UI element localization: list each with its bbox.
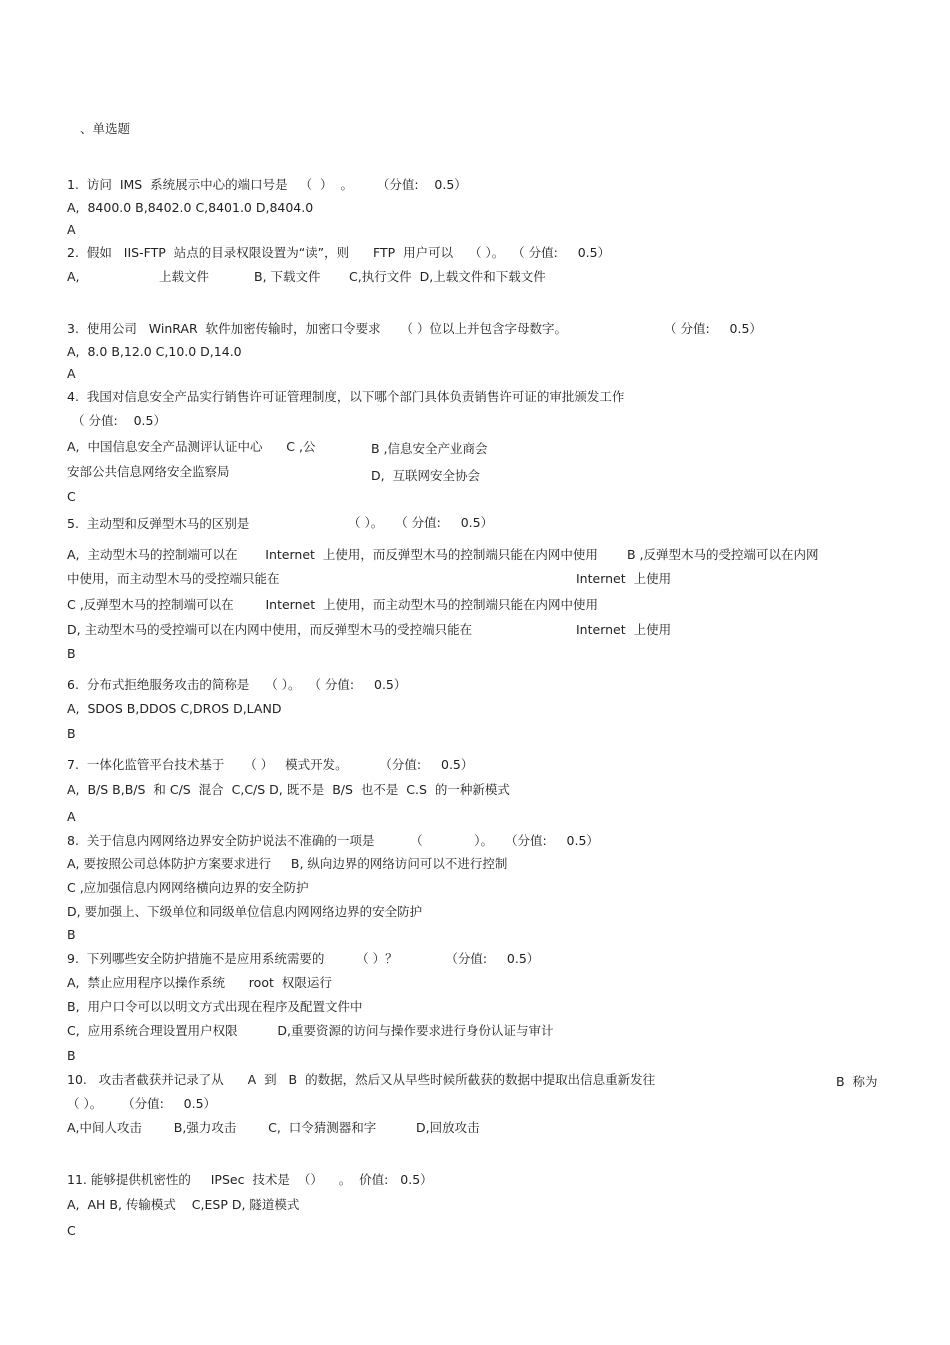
question-1: 1. 访问 IMS 系统展示中心的端口号是 （ ） 。 （分值: 0.5） bbox=[67, 177, 467, 192]
question-5: 5. 主动型和反弹型木马的区别是 bbox=[67, 516, 250, 531]
question-2-option-b: B, 下载文件 bbox=[254, 269, 321, 284]
question-8-option-ab: A, 要按照公司总体防护方案要求进行 B, 纵向边界的网络访问可以不进行控制 bbox=[67, 856, 508, 871]
question-4-option-a: A, 中国信息安全产品测评认证中心 C ,公 bbox=[67, 439, 316, 454]
question-4: 4. 我国对信息安全产品实行销售许可证管理制度，以下哪个部门具体负责销售许可证的审批颁发工作 bbox=[67, 389, 625, 404]
question-10-tail: B 称为 bbox=[836, 1074, 878, 1089]
question-8: 8. 关于信息内网网络边界安全防护说法不准确的一项是 （ ）。 （分值: 0.5） bbox=[67, 833, 599, 848]
question-1-answer: A bbox=[67, 222, 76, 237]
question-4-answer: C bbox=[67, 489, 76, 504]
question-10: 10. 攻击者截获并记录了从 A 到 B 的数据，然后又从早些时候所截获的数据中提取出信息重新发往 bbox=[67, 1072, 656, 1087]
question-5-score: （ ）。 （ 分值: 0.5） bbox=[348, 515, 494, 530]
question-5-option-a: A, 主动型木马的控制端可以在 Internet 上使用，而反弹型木马的控制端只能在内网中使用 bbox=[67, 547, 598, 562]
question-5-option-d-end: Internet 上使用 bbox=[576, 622, 672, 637]
question-5-answer: B bbox=[67, 646, 76, 661]
question-4-option-d: D, 互联网安全协会 bbox=[371, 468, 481, 483]
question-2-option-a-label: A, bbox=[67, 269, 80, 284]
question-11-answer: C bbox=[67, 1223, 76, 1238]
question-3-options: A, 8.0 B,12.0 C,10.0 D,14.0 bbox=[67, 344, 242, 359]
question-7-options: A, B/S B,B/S 和 C/S 混合 C,C/S D, 既不是 B/S 也不是 C.S 的一种新模式 bbox=[67, 782, 510, 797]
question-6-options: A, SDOS B,DDOS C,DROS D,LAND bbox=[67, 701, 282, 716]
question-5-option-b-cont: 中使用，而主动型木马的受控端只能在 bbox=[67, 571, 280, 586]
question-11: 11. 能够提供机密性的 IPSec 技术是 （） 。 价值: 0.5） bbox=[67, 1172, 433, 1187]
question-4-option-b: B ,信息安全产业商会 bbox=[371, 441, 488, 456]
question-2-option-cd: C,执行文件 D,上载文件和下载文件 bbox=[349, 269, 546, 284]
question-5-option-c: C ,反弹型木马的控制端可以在 Internet 上使用，而主动型木马的控制端只能在内网中使用 bbox=[67, 597, 599, 612]
question-7: 7. 一体化监管平台技术基于 （ ） 模式开发。 （分值: 0.5） bbox=[67, 757, 474, 772]
question-2: 2. 假如 IIS-FTP 站点的目录权限设置为“读”，则 FTP 用户可以 （ ）。 （ 分值: 0.5） bbox=[67, 245, 611, 260]
question-6: 6. 分布式拒绝服务攻击的简称是 （ ）。 （ 分值: 0.5） bbox=[67, 677, 407, 692]
section-title: 、单选题 bbox=[80, 121, 131, 136]
question-7-answer: A bbox=[67, 809, 76, 824]
question-6-answer: B bbox=[67, 726, 76, 741]
question-3-score: （ 分值: 0.5） bbox=[664, 321, 762, 336]
question-9-option-b: B, 用户口令可以以明文方式出现在程序及配置文件中 bbox=[67, 999, 363, 1014]
question-9: 9. 下列哪些安全防护措施不是应用系统需要的 （ ）？ （分值: 0.5） bbox=[67, 951, 540, 966]
question-8-option-d: D, 要加强上、下级单位和同级单位信息内网网络边界的安全防护 bbox=[67, 904, 423, 919]
question-4-score: （ 分值: 0.5） bbox=[72, 413, 166, 428]
question-5-option-d: D, 主动型木马的受控端可以在内网中使用，而反弹型木马的受控端只能在 bbox=[67, 622, 473, 637]
question-2-option-a-text: 上载文件 bbox=[159, 269, 210, 284]
question-4-option-c: 安部公共信息网络安全监察局 bbox=[67, 464, 230, 479]
question-10-score: （ ）。 （分值: 0.5） bbox=[67, 1096, 217, 1111]
question-10-options: A,中间人攻击 B,强力攻击 C, 口令猜测器和字 D,回放攻击 bbox=[67, 1120, 480, 1135]
question-11-options: A, AH B, 传输模式 C,ESP D, 隧道模式 bbox=[67, 1197, 300, 1212]
question-9-option-cd: C, 应用系统合理设置用户权限 D,重要资源的访问与操作要求进行身份认证与审计 bbox=[67, 1023, 554, 1038]
question-8-answer: B bbox=[67, 927, 76, 942]
question-9-answer: B bbox=[67, 1048, 76, 1063]
question-8-option-c: C ,应加强信息内网网络横向边界的安全防护 bbox=[67, 880, 309, 895]
question-5-option-b: B ,反弹型木马的受控端可以在内网 bbox=[627, 547, 819, 562]
question-1-options: A, 8400.0 B,8402.0 C,8401.0 D,8404.0 bbox=[67, 200, 314, 215]
question-3: 3. 使用公司 WinRAR 软件加密传输时，加密口令要求 （ ）位以上并包含字母数字。 bbox=[67, 321, 567, 336]
question-3-answer: A bbox=[67, 366, 76, 381]
question-5-option-b-end: Internet 上使用 bbox=[576, 571, 672, 586]
question-9-option-a: A, 禁止应用程序以操作系统 root 权限运行 bbox=[67, 975, 332, 990]
